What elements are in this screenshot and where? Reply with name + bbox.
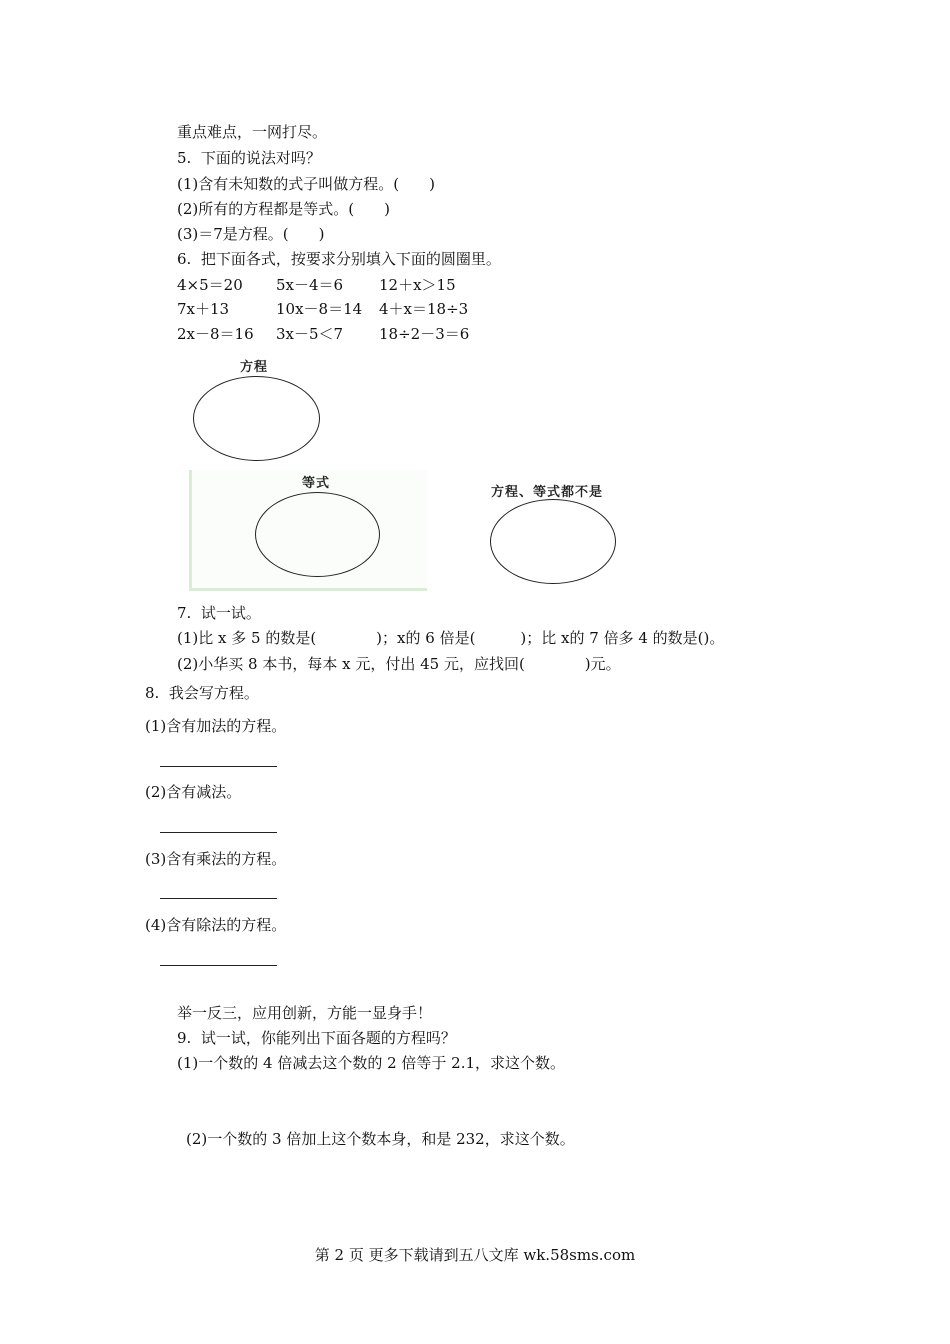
circle-label-equality: 等式 xyxy=(302,476,331,491)
answer-line[interactable] xyxy=(160,965,277,966)
q5-title: 5. 下面的说法对吗？ xyxy=(177,149,321,167)
q6-expr: 18÷2－3＝6 xyxy=(379,325,470,343)
q6-expr: 3x－5＜7 xyxy=(276,325,344,343)
frame-bottom-edge xyxy=(189,588,427,591)
q6-expr: 5x－4＝6 xyxy=(276,276,344,294)
equality-circle[interactable] xyxy=(255,492,380,577)
q6-expr: 2x－8＝16 xyxy=(177,325,254,343)
q8-item-4: (4)含有除法的方程。 xyxy=(145,916,287,934)
q8-title: 8. 我会写方程。 xyxy=(145,684,259,702)
neither-circle[interactable] xyxy=(490,499,616,584)
q6-expr: 12＋x＞15 xyxy=(379,276,456,294)
page-footer: 第 2 页 更多下载请到五八文库 wk.58sms.com xyxy=(314,1246,636,1264)
q6-expr: 4×5＝20 xyxy=(177,276,243,294)
q9-item-1: (1)一个数的 4 倍减去这个数的 2 倍等于 2.1，求这个数。 xyxy=(177,1054,566,1072)
section2-intro: 举一反三，应用创新，方能一显身手！ xyxy=(177,1004,433,1022)
q5-item-1: (1)含有未知数的式子叫做方程。( ) xyxy=(177,175,435,193)
equation-circle[interactable] xyxy=(193,376,320,461)
q7-title: 7. 试一试。 xyxy=(177,604,261,622)
q8-item-2: (2)含有减法。 xyxy=(145,783,242,801)
q9-item-2: (2)一个数的 3 倍加上这个数本身，和是 232，求这个数。 xyxy=(186,1130,575,1148)
answer-line[interactable] xyxy=(160,766,277,767)
q9-title: 9. 试一试，你能列出下面各题的方程吗？ xyxy=(177,1029,456,1047)
q6-title: 6. 把下面各式，按要求分别填入下面的圆圈里。 xyxy=(177,250,501,268)
q6-expr: 10x－8＝14 xyxy=(276,300,363,318)
circle-label-neither: 方程、等式都不是 xyxy=(491,485,604,500)
q8-item-3: (3)含有乘法的方程。 xyxy=(145,850,287,868)
section-intro: 重点难点，一网打尽。 xyxy=(177,123,328,141)
q5-item-2: (2)所有的方程都是等式。( ) xyxy=(177,200,390,218)
circle-label-equation: 方程 xyxy=(240,360,269,375)
answer-line[interactable] xyxy=(160,832,277,833)
q7-item-2: (2)小华买 8 本书，每本 x 元，付出 45 元，应找回( )元。 xyxy=(177,655,621,673)
answer-line[interactable] xyxy=(160,898,277,899)
q7-item-1: (1)比 x 多 5 的数是( )；x的 6 倍是( )；比 x的 7 倍多 4 的数是()。 xyxy=(177,629,725,647)
q5-item-3: (3)＝7是方程。( ) xyxy=(177,225,325,243)
q8-item-1: (1)含有加法的方程。 xyxy=(145,717,287,735)
q6-expr: 4＋x＝18÷3 xyxy=(379,300,469,318)
q6-expr: 7x＋13 xyxy=(177,300,230,318)
